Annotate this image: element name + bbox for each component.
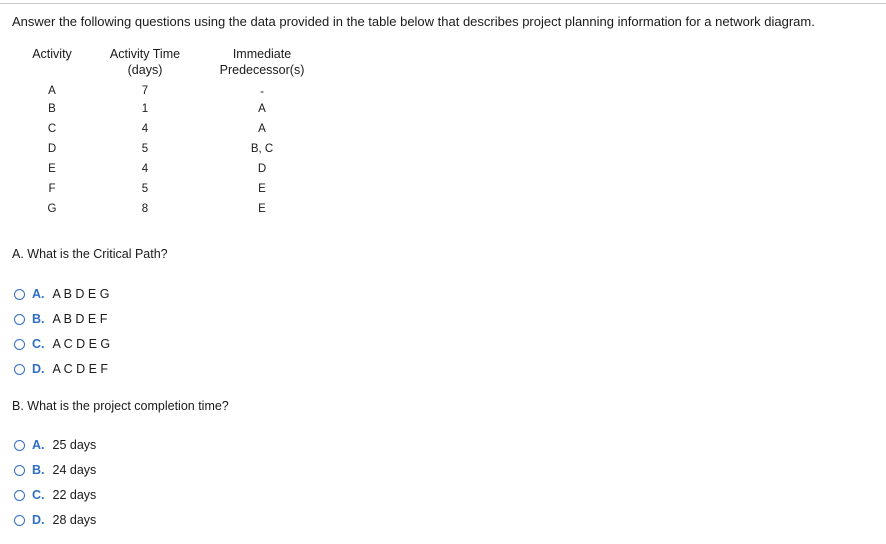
option-text: 28 days [52,513,97,527]
radio-button-icon[interactable] [14,465,25,476]
header-time-line2: (days) [127,63,163,77]
instructions-text: Answer the following questions using the data provided in the table below that describes project planning information for a network diagram. [12,14,815,29]
header-activity-time [95,46,195,78]
header-time-line1: Activity Time [109,47,181,61]
question-a-option-c[interactable] [14,335,110,353]
cell-time: 7 [141,85,149,97]
option-letter: A. [32,438,45,452]
cell-time: 4 [141,163,149,175]
cell-activity: C [47,123,57,135]
option-letter: D. [32,513,45,527]
question-b-text: B. What is the project completion time? [12,399,229,413]
option-text: A C D E F [52,362,109,376]
cell-activity: F [48,183,56,195]
option-text: 25 days [52,438,97,452]
cell-predecessor: A [258,123,266,135]
option-letter: C. [32,337,45,351]
header-activity [22,46,82,62]
cell-activity: G [47,203,57,215]
cell-activity: A [48,85,56,97]
option-text: A C D E G [52,337,111,351]
question-a-option-b[interactable] [14,310,107,328]
option-letter: A. [32,287,45,301]
cell-predecessor: A [258,103,266,115]
question-b-option-b[interactable] [14,461,96,479]
option-letter: D. [32,362,45,376]
radio-button-icon[interactable] [14,364,25,375]
cell-time: 8 [141,203,149,215]
option-letter: C. [32,488,45,502]
header-predecessors [207,46,317,78]
option-text: 22 days [52,488,97,502]
cell-predecessor: D [257,163,267,175]
cell-time: 4 [141,123,149,135]
question-a-text: A. What is the Critical Path? [12,247,168,261]
option-letter: B. [32,463,45,477]
cell-time: 5 [141,183,149,195]
top-divider [0,3,886,4]
cell-predecessor: - [260,86,264,98]
cell-time: 5 [141,143,149,155]
cell-activity: B [48,103,56,115]
header-pred-line2: Predecessor(s) [219,63,305,77]
option-text: A B D E F [52,312,108,326]
cell-activity: D [47,143,57,155]
question-a-option-a[interactable] [14,285,109,303]
option-letter: B. [32,312,45,326]
question-b-option-d[interactable] [14,511,96,529]
radio-button-icon[interactable] [14,314,25,325]
radio-button-icon[interactable] [14,440,25,451]
question-b-option-a[interactable] [14,436,96,454]
cell-predecessor: E [258,183,266,195]
cell-activity: E [48,163,56,175]
radio-button-icon[interactable] [14,289,25,300]
cell-predecessor: E [258,203,266,215]
cell-predecessor: B, C [250,143,274,155]
option-text: A B D E G [52,287,110,301]
radio-button-icon[interactable] [14,339,25,350]
radio-button-icon[interactable] [14,515,25,526]
question-b-option-c[interactable] [14,486,96,504]
header-pred-line1: Immediate [232,47,292,61]
question-a-option-d[interactable] [14,360,108,378]
cell-time: 1 [141,103,149,115]
option-text: 24 days [52,463,97,477]
header-activity-label: Activity [32,47,72,61]
radio-button-icon[interactable] [14,490,25,501]
